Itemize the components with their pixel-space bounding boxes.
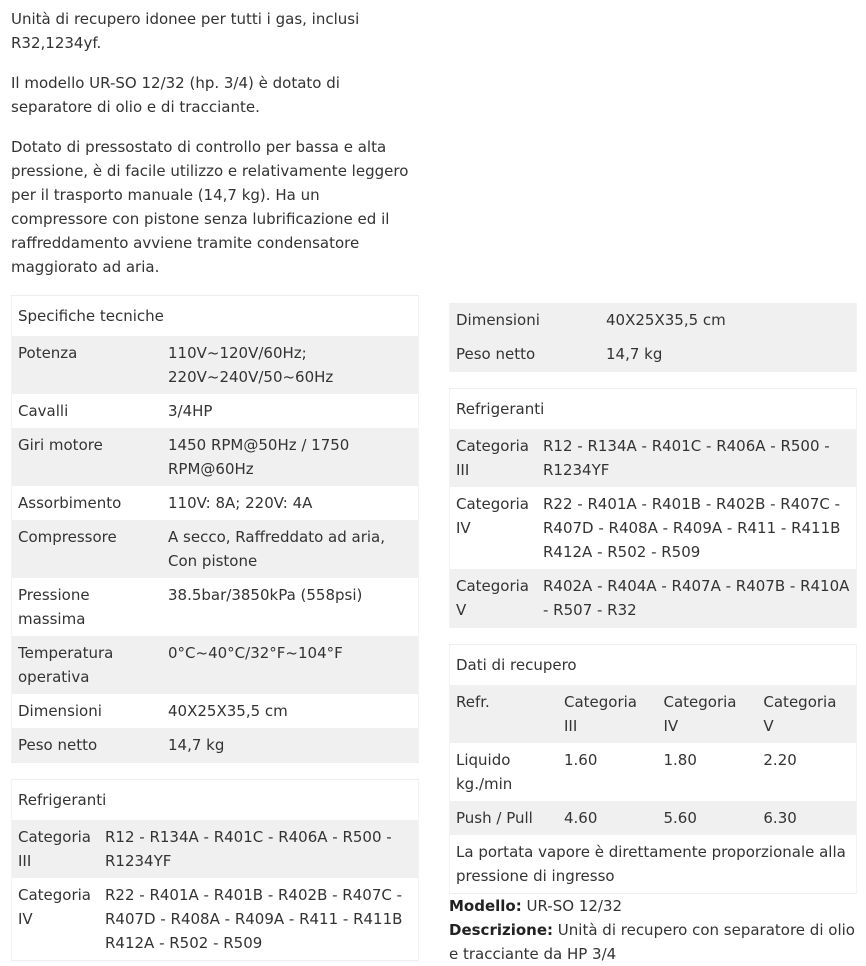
specs-table-continued bbox=[449, 303, 857, 372]
column-header: Refr. bbox=[450, 685, 559, 743]
spec-value: 14,7 kg bbox=[162, 728, 419, 763]
table-row bbox=[12, 728, 419, 763]
left-column bbox=[11, 7, 419, 961]
category-gases: R402A - R404A - R407A - R407B - R410A - R507 - R32 bbox=[537, 569, 857, 628]
recovery-table bbox=[449, 644, 857, 894]
intro-paragraph-3: Dotato di pressostato di controllo per bassa e alta pressione, è di facile utilizzo e relativamente leggero per il trasporto manuale (14,7 kg). Ha un compressore con pistone senza lubrificazione ed il raffreddamento avviene tramite condensatore maggiorato ad aria. bbox=[11, 138, 409, 276]
cell-value: 1.80 bbox=[657, 743, 757, 801]
cell-value: 1.60 bbox=[558, 743, 657, 801]
spec-value: 110V~120V/60Hz; 220V~240V/50~60Hz bbox=[162, 336, 419, 394]
category-label: Categoria IV bbox=[450, 487, 538, 569]
table-row bbox=[12, 486, 419, 520]
table-row bbox=[12, 820, 419, 878]
spec-value: 3/4HP bbox=[162, 394, 419, 428]
specs-table bbox=[11, 295, 419, 763]
category-label: Categoria III bbox=[450, 429, 538, 487]
description-value: Unità di recupero con separatore di olio e tracciante da HP 3/4 bbox=[449, 921, 855, 963]
row-label: Push / Pull bbox=[450, 801, 559, 835]
recovery-title: Dati di recupero bbox=[450, 645, 857, 686]
refrigerants-title: Refrigeranti bbox=[12, 780, 419, 821]
category-label: Categoria IV bbox=[12, 878, 100, 961]
spec-key: Dimensioni bbox=[12, 694, 163, 728]
spec-key: Potenza bbox=[12, 336, 163, 394]
cell-value: 5.60 bbox=[657, 801, 757, 835]
spec-value: 40X25X35,5 cm bbox=[600, 303, 857, 337]
table-row bbox=[12, 578, 419, 636]
right-column bbox=[449, 303, 857, 966]
table-row bbox=[12, 520, 419, 578]
table-row bbox=[450, 801, 857, 835]
table-row bbox=[450, 337, 857, 372]
category-gases: R12 - R134A - R401C - R406A - R500 - R1234YF bbox=[99, 820, 419, 878]
table-row bbox=[450, 303, 857, 337]
table-row bbox=[12, 694, 419, 728]
table-row bbox=[12, 878, 419, 961]
spec-key: Peso netto bbox=[12, 728, 163, 763]
model-label: Modello: bbox=[449, 897, 522, 915]
intro-paragraph-2: Il modello UR-SO 12/32 (hp. 3/4) è dotato di separatore di olio e di tracciante. bbox=[11, 74, 340, 116]
description-line bbox=[449, 918, 857, 966]
spec-value: 0°C~40°C/32°F~104°F bbox=[162, 636, 419, 694]
table-row bbox=[450, 743, 857, 801]
spec-key: Assorbimento bbox=[12, 486, 163, 520]
table-row bbox=[12, 636, 419, 694]
category-label: Categoria V bbox=[450, 569, 538, 628]
category-gases: R22 - R401A - R401B - R402B - R407C - R407D - R408A - R409A - R411 - R411B R412A - R502 - R509 bbox=[99, 878, 419, 961]
category-gases: R12 - R134A - R401C - R406A - R500 - R1234YF bbox=[537, 429, 857, 487]
spec-key: Peso netto bbox=[450, 337, 601, 372]
spec-value: A secco, Raffreddato ad aria, Con pistone bbox=[162, 520, 419, 578]
spec-key: Temperatura operativa bbox=[12, 636, 163, 694]
column-header: Categoria IV bbox=[657, 685, 757, 743]
table-row bbox=[450, 429, 857, 487]
spec-key: Cavalli bbox=[12, 394, 163, 428]
recovery-note: La portata vapore è direttamente proporzionale alla pressione di ingresso bbox=[450, 835, 857, 894]
spec-value: 1450 RPM@50Hz / 1750 RPM@60Hz bbox=[162, 428, 419, 486]
model-line bbox=[449, 894, 857, 918]
table-row bbox=[450, 569, 857, 628]
cell-value: 2.20 bbox=[757, 743, 856, 801]
table-row bbox=[12, 394, 419, 428]
description-label: Descrizione: bbox=[449, 921, 554, 939]
row-label: Liquido kg./min bbox=[450, 743, 559, 801]
cell-value: 4.60 bbox=[558, 801, 657, 835]
column-header: Categoria V bbox=[757, 685, 856, 743]
table-row bbox=[12, 428, 419, 486]
category-gases: R22 - R401A - R401B - R402B - R407C - R407D - R408A - R409A - R411 - R411B R412A - R502 - R509 bbox=[537, 487, 857, 569]
product-meta bbox=[449, 894, 857, 966]
spec-value: 110V: 8A; 220V: 4A bbox=[162, 486, 419, 520]
spec-key: Giri motore bbox=[12, 428, 163, 486]
refrigerants-table-full bbox=[449, 388, 857, 628]
table-row bbox=[12, 336, 419, 394]
spec-key: Dimensioni bbox=[450, 303, 601, 337]
spec-key: Pressione massima bbox=[12, 578, 163, 636]
cell-value: 6.30 bbox=[757, 801, 856, 835]
refrigerants-table bbox=[11, 779, 419, 961]
table-row bbox=[450, 835, 857, 894]
model-value: UR-SO 12/32 bbox=[526, 897, 623, 915]
table-header-row bbox=[450, 685, 857, 743]
intro-paragraph-1: Unità di recupero idonee per tutti i gas, inclusi R32,1234yf. bbox=[11, 10, 360, 52]
spec-key: Compressore bbox=[12, 520, 163, 578]
category-label: Categoria III bbox=[12, 820, 100, 878]
refrigerants-title: Refrigeranti bbox=[450, 389, 857, 430]
column-header: Categoria III bbox=[558, 685, 657, 743]
spec-value: 38.5bar/3850kPa (558psi) bbox=[162, 578, 419, 636]
table-row bbox=[450, 487, 857, 569]
specs-title: Specifiche tecniche bbox=[12, 296, 419, 337]
spec-value: 14,7 kg bbox=[600, 337, 857, 372]
spec-value: 40X25X35,5 cm bbox=[162, 694, 419, 728]
